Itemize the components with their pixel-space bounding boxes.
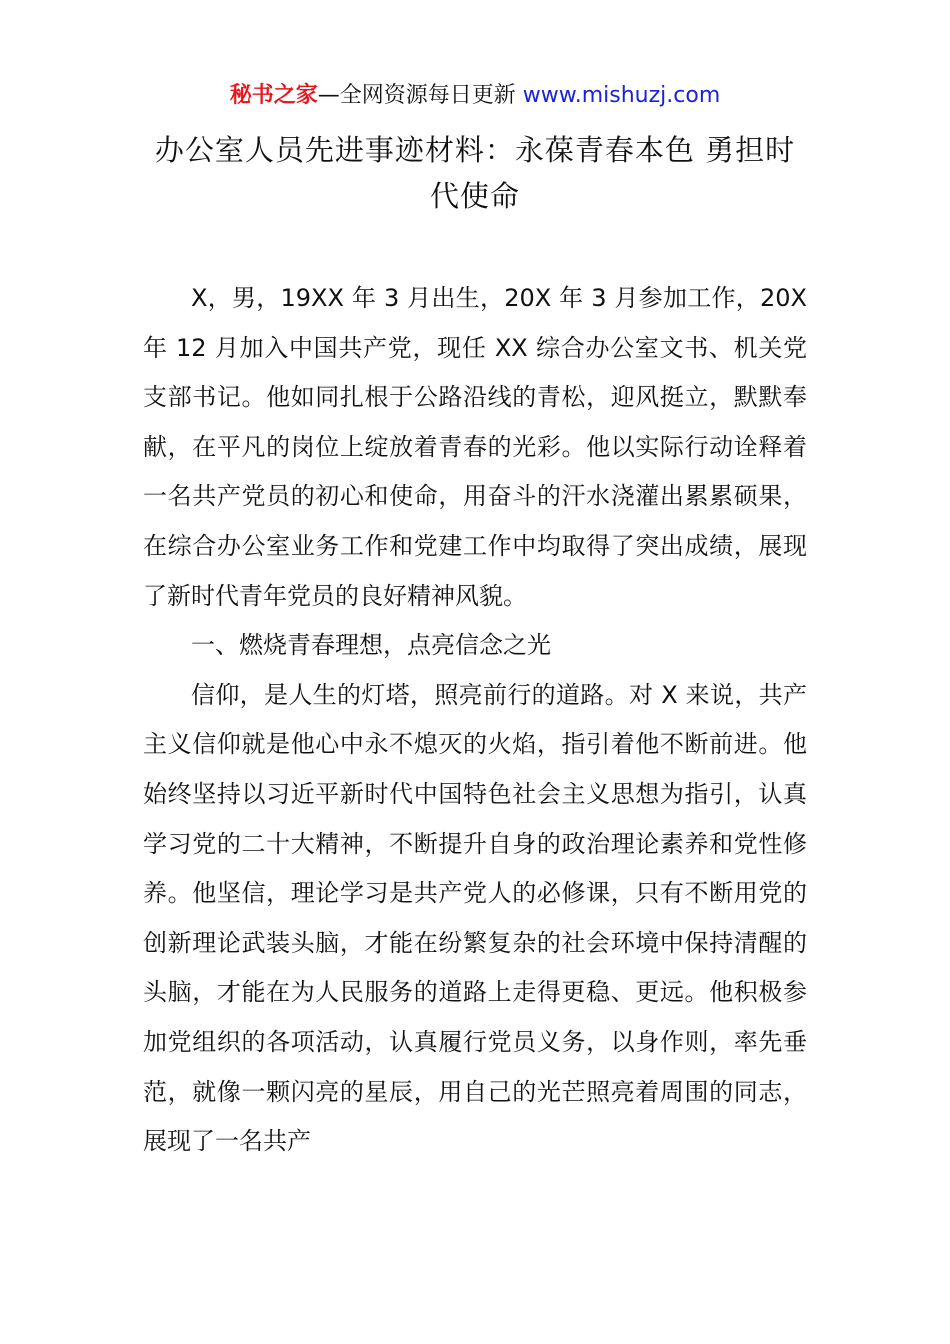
document-title: 办公室人员先进事迹材料：永葆青春本色 勇担时代使命 [154,133,796,213]
site-brand: 秘书之家 [229,83,318,108]
site-url-link[interactable]: www.mishuzj.com [522,83,721,108]
document-body [143,274,807,1167]
section-heading: 一、燃烧青春理想，点亮信念之光 [191,631,551,660]
site-banner [0,80,950,112]
section-paragraph: 信仰，是人生的灯塔，照亮前行的道路。对 X 来说，共产主义信仰就是他心中永不熄灭的火焰，指引着他不断前进。他始终坚持以习近平新时代中国特色社会主义思想为指引，认真学习党的二十大精神，不断提升自身的政治理论素养和党性修养。他坚信，理论学习是共产党人的必修课，只有不断用党的创新理论武装头脑，才能在纷繁复杂的社会环境中保持清醒的头脑，才能在为人民服务的道路上走得更稳、更远。他积极参加党组织的各项活动，认真履行党员义务，以身作则，率先垂范，就像一颗闪亮的星辰，用自己的光芒照亮着周围的同志，展现了一名共产 [143,680,807,1156]
intro-paragraph: X，男，19XX 年 3 月出生，20X 年 3 月参加工作，20X 年 12 月加入中国共产党，现任 XX 综合办公室文书、机关党支部书记。他如同扎根于公路沿线的青松，迎风挺立，默默奉献，在平凡的岗位上绽放着青春的光彩。他以实际行动诠释着一名共产党员的初心和使命，用奋斗的汗水浇灌出累累硕果，在综合办公室业务工作和党建工作中均取得了突出成绩，展现了新时代青年党员的良好精神风貌。 [143,284,807,610]
site-tagline: —全网资源每日更新 [317,83,523,108]
